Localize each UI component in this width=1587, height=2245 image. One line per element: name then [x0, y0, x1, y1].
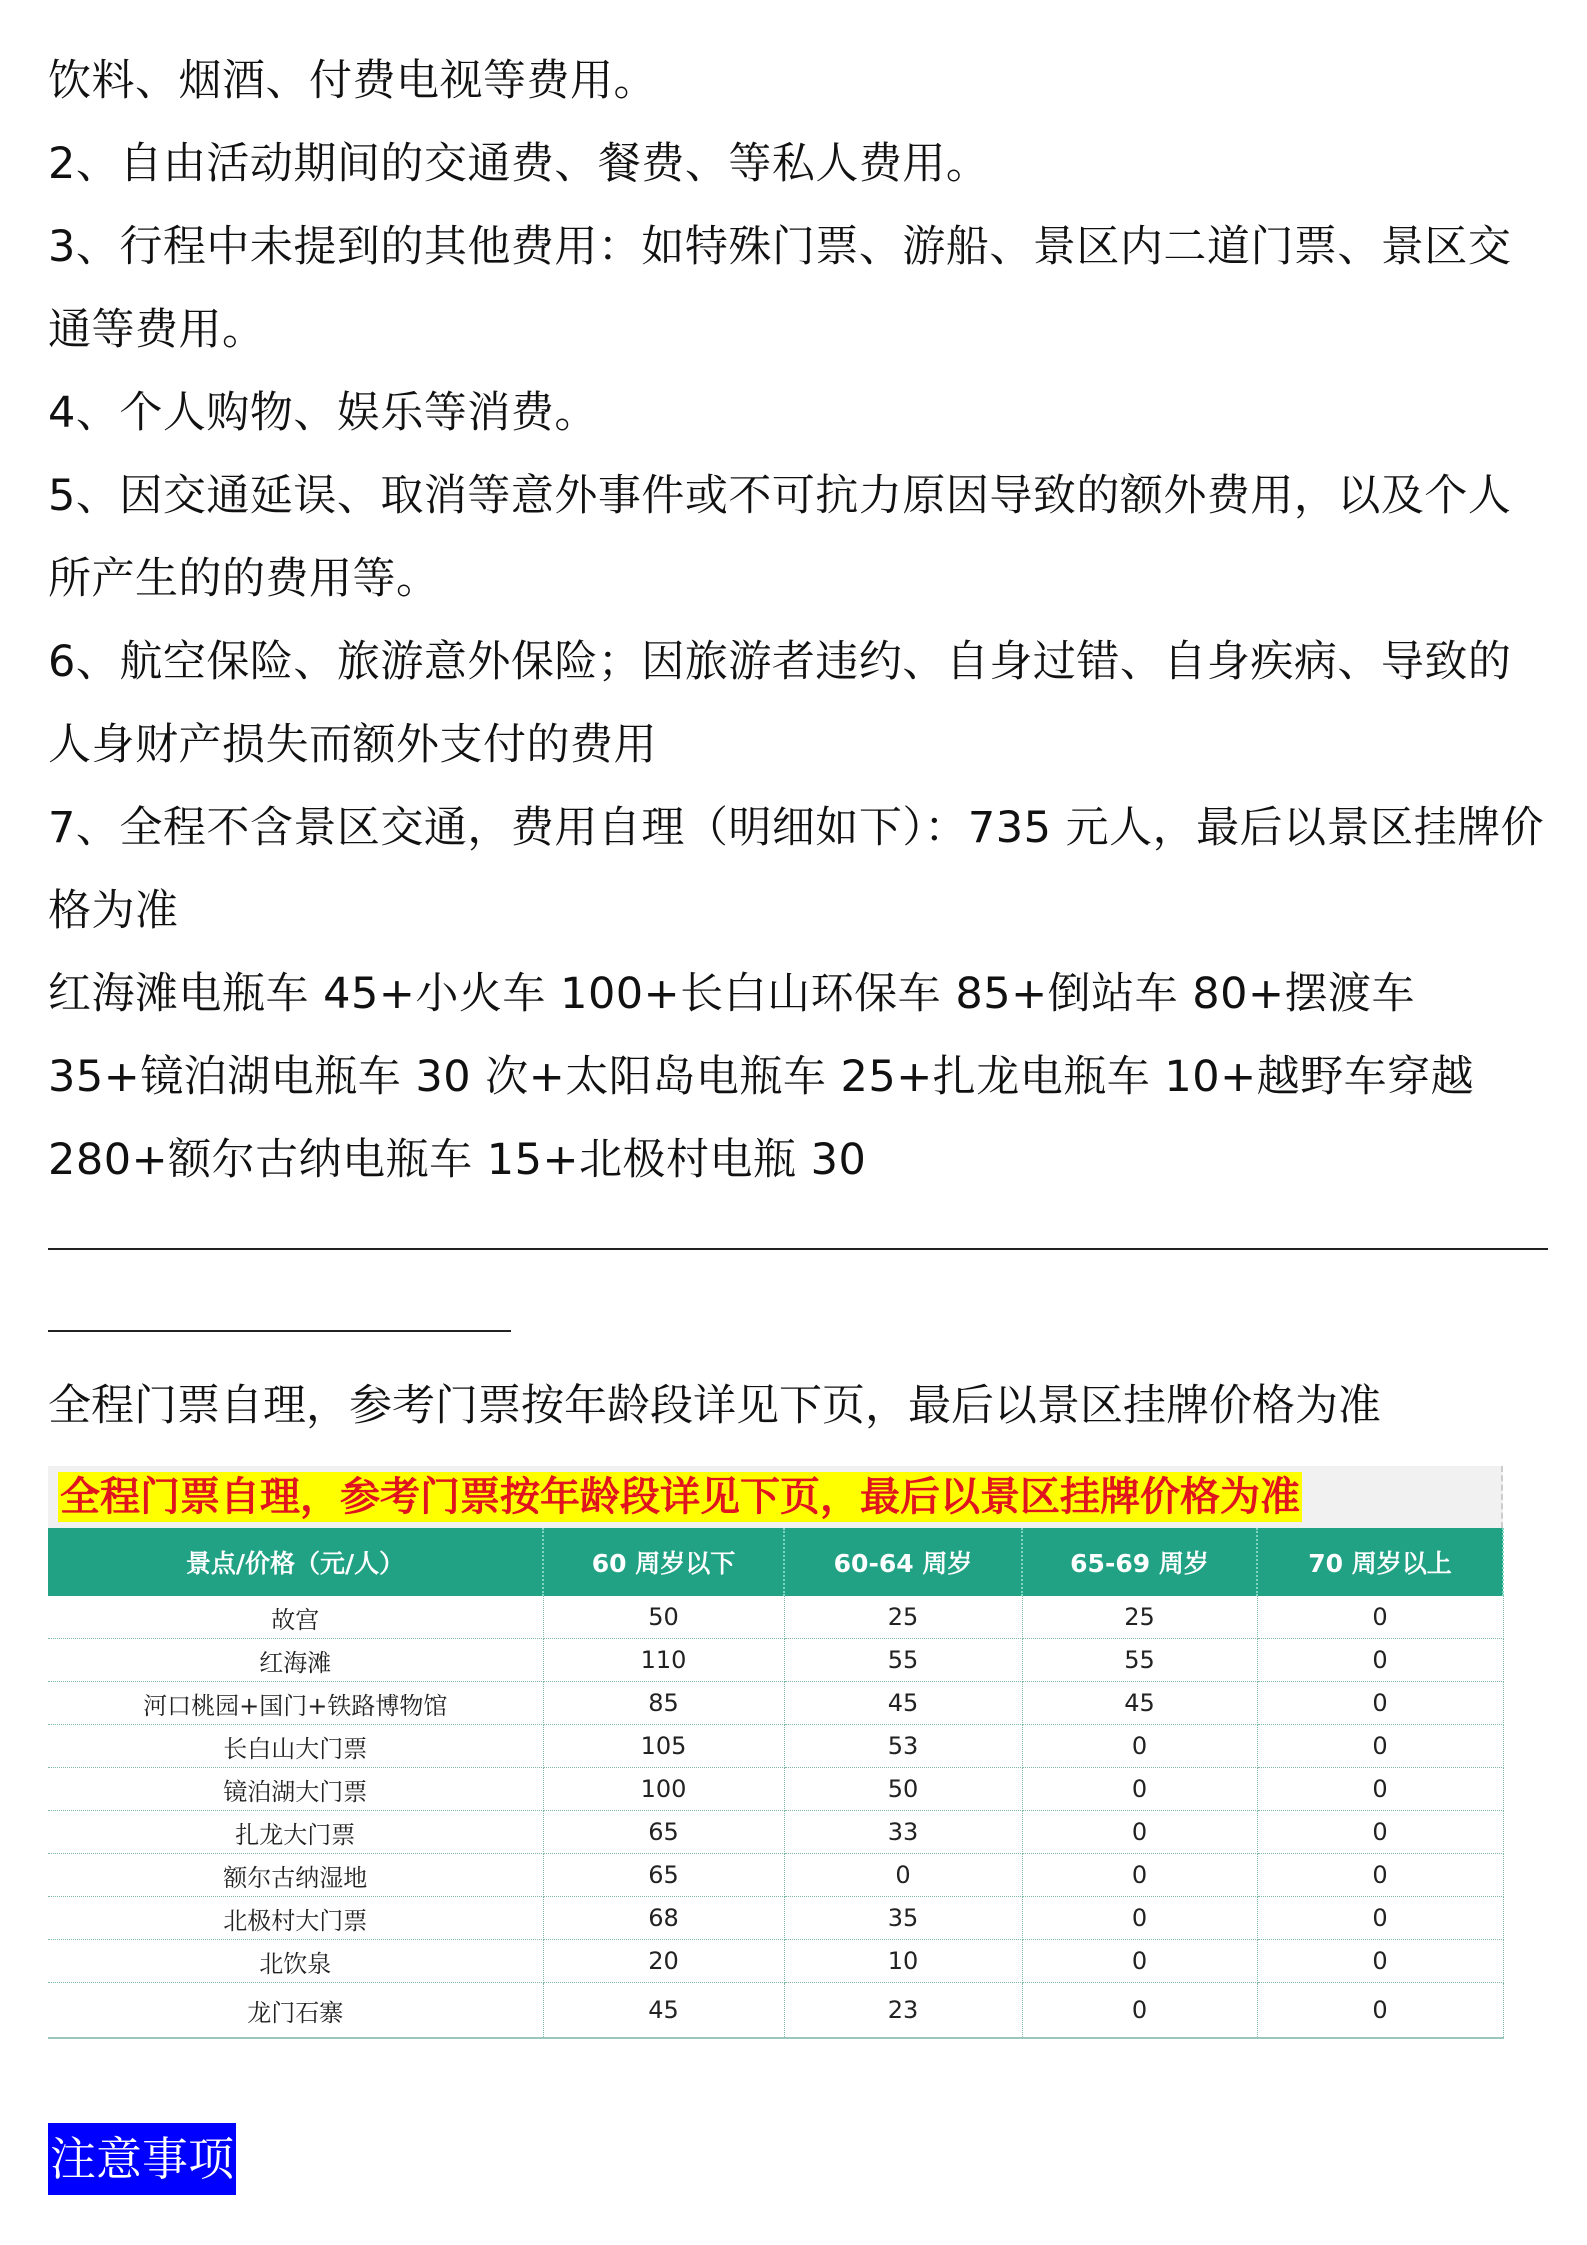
cell-price: 65 — [543, 1811, 784, 1854]
cell-attraction: 故宫 — [48, 1596, 543, 1639]
paragraph-item-4: 4、个人购物、娱乐等消费。 — [48, 388, 598, 438]
cell-price: 105 — [543, 1725, 784, 1768]
cell-attraction: 镜泊湖大门票 — [48, 1768, 543, 1811]
document-body — [48, 40, 1548, 1202]
table-row — [48, 1897, 1503, 1940]
paragraph-transport-detail: 红海滩电瓶车 45+小火车 100+长白山环保车 85+倒站车 80+摆渡车 35+镜泊湖电瓶车 30 次+太阳岛电瓶车 25+扎龙电瓶车 10+越野车穿越 280+额尔古纳电瓶车 15+北极村电瓶 30 — [48, 969, 1475, 1185]
table-row — [48, 1854, 1503, 1897]
paragraph-item-5: 5、因交通延误、取消等意外事件或不可抗力原因导致的额外费用，以及个人所产生的的费用等。 — [48, 471, 1512, 604]
cell-price: 0 — [784, 1854, 1022, 1897]
cell-price: 0 — [1022, 1725, 1257, 1768]
cell-price: 0 — [1022, 1811, 1257, 1854]
header-60-64: 60-64 周岁 — [784, 1528, 1022, 1596]
table-row — [48, 1682, 1503, 1725]
header-70-plus: 70 周岁以上 — [1257, 1528, 1503, 1596]
cell-attraction: 红海滩 — [48, 1639, 543, 1682]
cell-price: 0 — [1257, 1811, 1503, 1854]
cell-price: 0 — [1257, 1596, 1503, 1639]
divider-line-short — [48, 1330, 511, 1332]
table-row — [48, 1596, 1503, 1639]
cell-price: 50 — [543, 1596, 784, 1639]
cell-attraction: 额尔古纳湿地 — [48, 1854, 543, 1897]
cell-price: 33 — [784, 1811, 1022, 1854]
cell-price: 0 — [1257, 1682, 1503, 1725]
ticket-table-banner — [48, 1466, 1503, 1528]
cell-price: 23 — [784, 1983, 1022, 2039]
cell-price: 0 — [1022, 1854, 1257, 1897]
cell-price: 25 — [784, 1596, 1022, 1639]
table-header-row — [48, 1528, 1503, 1596]
cell-price: 10 — [784, 1940, 1022, 1983]
table-row — [48, 1639, 1503, 1682]
cell-price: 65 — [543, 1854, 784, 1897]
table-row — [48, 1940, 1503, 1983]
ticket-table-banner-text: 全程门票自理，参考门票按年龄段详见下页，最后以景区挂牌价格为准 — [60, 1474, 1300, 1520]
cell-price: 0 — [1022, 1940, 1257, 1983]
ticket-price-table — [48, 1528, 1504, 2039]
header-under-60: 60 周岁以下 — [543, 1528, 784, 1596]
cell-attraction: 河口桃园+国门+铁路博物馆 — [48, 1682, 543, 1725]
cell-price: 45 — [1022, 1682, 1257, 1725]
cell-price: 0 — [1022, 1768, 1257, 1811]
table-row — [48, 1725, 1503, 1768]
table-row — [48, 1768, 1503, 1811]
cell-price: 0 — [1257, 1854, 1503, 1897]
cell-attraction: 北极村大门票 — [48, 1897, 543, 1940]
cell-price: 0 — [1022, 1897, 1257, 1940]
cell-price: 20 — [543, 1940, 784, 1983]
cell-price: 100 — [543, 1768, 784, 1811]
cell-price: 0 — [1257, 1940, 1503, 1983]
cell-price: 0 — [1257, 1983, 1503, 2039]
cell-price: 68 — [543, 1897, 784, 1940]
paragraph-item-6: 6、航空保险、旅游意外保险；因旅游者违约、自身过错、自身疾病、导致的人身财产损失而额外支付的费用 — [48, 637, 1512, 770]
cell-attraction: 龙门石寨 — [48, 1983, 543, 2039]
cell-price: 0 — [1257, 1725, 1503, 1768]
paragraph-item-7: 7、全程不含景区交通，费用自理（明细如下）：735 元人，最后以景区挂牌价格为准 — [48, 803, 1545, 936]
paragraph-item-3: 3、行程中未提到的其他费用：如特殊门票、游船、景区内二道门票、景区交通等费用。 — [48, 222, 1512, 355]
cell-price: 0 — [1257, 1897, 1503, 1940]
cell-price: 25 — [1022, 1596, 1257, 1639]
cell-price: 50 — [784, 1768, 1022, 1811]
cell-attraction: 长白山大门票 — [48, 1725, 543, 1768]
header-65-69: 65-69 周岁 — [1022, 1528, 1257, 1596]
cell-price: 55 — [784, 1639, 1022, 1682]
cell-price: 0 — [1257, 1639, 1503, 1682]
cell-price: 53 — [784, 1725, 1022, 1768]
divider-line-long — [48, 1248, 1548, 1250]
header-attraction: 景点/价格（元/人） — [48, 1528, 543, 1596]
paragraph-item-2: 2、自由活动期间的交通费、餐费、等私人费用。 — [48, 139, 990, 189]
table-row — [48, 1811, 1503, 1854]
ticket-note: 全程门票自理，参考门票按年龄段详见下页，最后以景区挂牌价格为准 — [48, 1381, 1381, 1431]
section-heading-notice: 注意事项 — [48, 2123, 236, 2195]
cell-price: 35 — [784, 1897, 1022, 1940]
cell-price: 0 — [1257, 1768, 1503, 1811]
cell-price: 45 — [784, 1682, 1022, 1725]
cell-price: 110 — [543, 1639, 784, 1682]
cell-price: 45 — [543, 1983, 784, 2039]
paragraph-fees-continued: 饮料、烟酒、付费电视等费用。 — [48, 56, 657, 106]
cell-attraction: 北饮泉 — [48, 1940, 543, 1983]
ticket-price-table-image — [48, 1466, 1503, 2039]
cell-price: 0 — [1022, 1983, 1257, 2039]
cell-price: 55 — [1022, 1639, 1257, 1682]
table-row — [48, 1983, 1503, 2039]
cell-price: 85 — [543, 1682, 784, 1725]
cell-attraction: 扎龙大门票 — [48, 1811, 543, 1854]
